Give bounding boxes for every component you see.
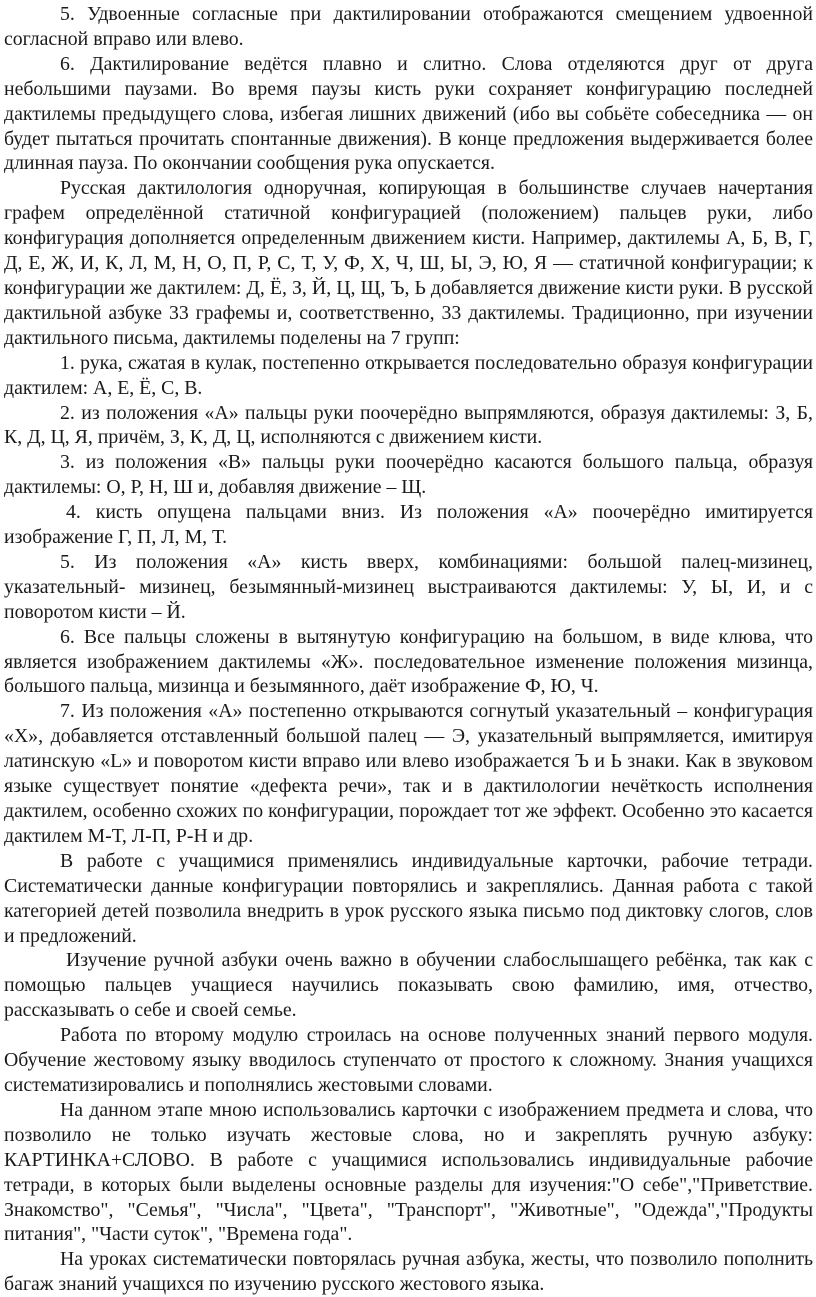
paragraph-group-2: 2. из положения «А» пальцы руки поочерёдно выпрямляются, образуя дактилемы: З, Б, К, Д, Ц, Я, причём, З, К, Д, Ц, исполняются с движением кисти. — [4, 401, 813, 449]
paragraph-group-3: 3. из положения «В» пальцы руки поочерёдно касаются большого пальца, образуя дактилемы: О, Р, Н, Ш и, добавляя движение – Щ. — [4, 451, 813, 499]
paragraph-picture-word-cards: На данном этапе мною использовались карточки с изображением предмета и слова, что позволило не только изучать жестовые слова, но и закреплять ручную азбуку: КАРТИНКА+СЛОВО. В работе с учащимися использовались индивидуальные рабочие тетради, в которых были выделены основные разделы для изучения:"О себе","Приветствие. Знакомство", "Семья", "Числа", "Цвета", "Транспорт", "Животные", "Одежда","Продукты питания", "Части суток", "Времена года". — [4, 1098, 813, 1246]
paragraph-group-5: 5. Из положения «А» кисть вверх, комбинациями: большой палец-мизинец, указательный- мизинец, безымянный-мизинец выстраиваются дактилемы: У, Ы, И, и с поворотом кисти – Й. — [4, 550, 813, 623]
paragraph-russian-dactylology: Русская дактилология одноручная, копирующая в большинстве случаев начертания графем определённой статичной конфигурацией (положением) пальцев руки, либо конфигурация дополняется определенным движением кисти. Например, дактилемы А, Б, В, Г, Д, Е, Ж, И, К, Л, М, Н, О, П, Р, С, Т, У, Ф, Х, Ч, Ш, Ы, Э, Ю, Я — статичной конфигурации; к конфигурации же дактилем: Д, Ё, З, Й, Ц, Щ, Ъ, Ь добавляется движение кисти руки. В русской дактильной азбуке 33 графемы и, соответственно, 33 дактилемы. Традиционно, при изучении дактильного письма, дактилемы поделены на 7 групп: — [4, 177, 813, 349]
paragraph-group-6: 6. Все пальцы сложены в вытянутую конфигурацию на большом, в виде клюва, что является изображением дактилемы «Ж». последовательное изменение положения мизинца, большого пальца, мизинца и безымянного, даёт изображение Ф, Ю, Ч. — [4, 625, 813, 698]
paragraph-group-4: 4. кисть опущена пальцами вниз. Из положения «А» поочерёдно имитируется изображение Г, П, Л, М, Т. — [4, 501, 813, 549]
paragraph-systematic-repetition: На уроках систематически повторялась ручная азбука, жесты, что позволило пополнить багаж знаний учащихся по изучению русского жестового языка. — [4, 1248, 813, 1296]
paragraph-fingerspelling-smoothness: 6. Дактилирование ведётся плавно и слитно. Слова отделяются друг от друга небольшими паузами. Во время паузы кисть руки сохраняет конфигурацию последней дактилемы предыдущего слова, избегая лишних движений (ибо вы собьёте собеседника — он будет пытаться прочитать спонтанные движения). В конце предложения выдерживается более длинная пауза. По окончании сообщения рука опускается. — [4, 52, 813, 175]
document-page — [0, 2, 816, 1297]
paragraph-group-7: 7. Из положения «А» постепенно открываются согнутый указательный – конфигурация «Х», добавляется отставленный большой палец — Э, указательный выпрямляется, имитируя латинскую «L» и поворотом кисти вправо или влево изображается Ъ и Ь знаки. Как в звуковом языке существует понятие «дефекта речи», так и в дактилологии нечёткость исполнения дактилем, особенно схожих по конфигурации, порождает тот же эффект. Особенно это касается дактилем М-Т, Л-П, Р-Н и др. — [4, 700, 813, 847]
paragraph-individual-cards: В работе с учащимися применялись индивидуальные карточки, рабочие тетради. Систематически данные конфигурации повторялись и закреплялись. Данная работа с такой категорией детей позволила внедрить в урок русского языка письмо под диктовку слогов, слов и предложений. — [4, 849, 813, 947]
paragraph-doubled-consonants: 5. Удвоенные согласные при дактилировании отображаются смещением удвоенной согласной вправо или влево. — [4, 3, 813, 50]
paragraph-manual-alphabet-importance: Изучение ручной азбуки очень важно в обучении слабослышащего ребёнка, так как с помощью пальцев учащиеся научились показывать свою фамилию, имя, отчество, рассказывать о себе и своей семье. — [4, 949, 813, 1022]
paragraph-second-module: Работа по второму модулю строилась на основе полученных знаний первого модуля. Обучение жестовому языку вводилось ступенчато от простого к сложному. Знания учащихся систематизировались и пополнялись жестовыми словами. — [4, 1024, 813, 1096]
paragraph-group-1: 1. рука, сжатая в кулак, постепенно открывается последовательно образуя конфигурации дактилем: А, Е, Ё, С, В. — [4, 351, 813, 399]
